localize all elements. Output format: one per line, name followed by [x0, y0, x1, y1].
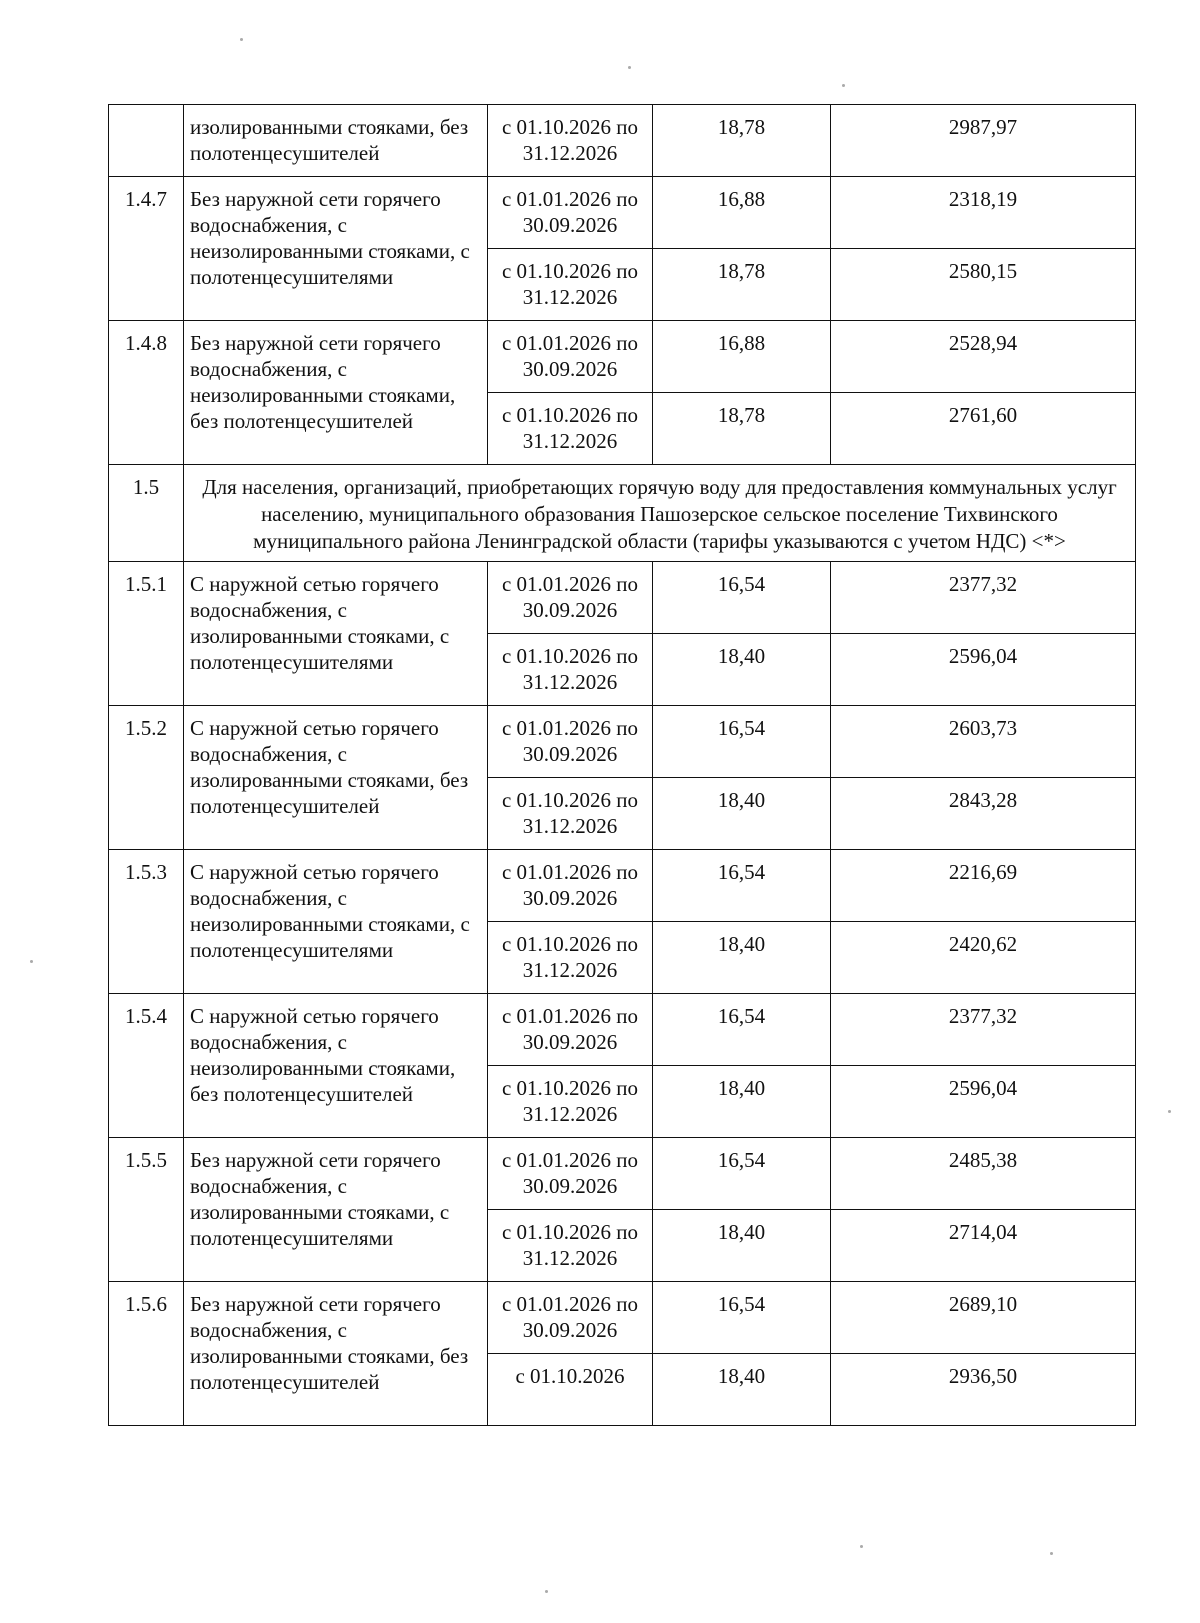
scan-speck: [842, 84, 845, 87]
scan-speck: [1168, 1110, 1171, 1113]
scan-speck: [1050, 1552, 1053, 1555]
tariff-cell: 2596,04: [831, 634, 1136, 706]
period-cell: с 01.10.2026 по 31.12.2026: [488, 1066, 653, 1138]
rate-cell: 18,40: [653, 922, 831, 994]
period-cell: с 01.01.2026 по 30.09.2026: [488, 177, 653, 249]
period-cell: с 01.01.2026 по 30.09.2026: [488, 706, 653, 778]
scan-speck: [30, 960, 33, 963]
period-cell: с 01.10.2026 по 31.12.2026: [488, 634, 653, 706]
period-cell: с 01.10.2026 по 31.12.2026: [488, 105, 653, 177]
tariff-cell: 2485,38: [831, 1138, 1136, 1210]
period-cell: с 01.01.2026 по 30.09.2026: [488, 1282, 653, 1354]
period-cell: с 01.10.2026 по 31.12.2026: [488, 393, 653, 465]
tariff-cell: 2936,50: [831, 1354, 1136, 1426]
section-row: [109, 465, 1136, 562]
period-cell: с 01.01.2026 по 30.09.2026: [488, 1138, 653, 1210]
description-cell: Без наружной сети горячего водоснабжения, с неизолированными стояками, без полотенцесушителей: [184, 321, 488, 465]
rate-cell: 18,40: [653, 1210, 831, 1282]
item-number-cell: 1.5.2: [109, 706, 184, 850]
rate-cell: 16,54: [653, 1282, 831, 1354]
item-number-cell: 1.4.7: [109, 177, 184, 321]
table-row: [109, 562, 1136, 634]
section-title-cell: Для населения, организаций, приобретающих горячую воду для предоставления коммунальных услуг населению, муниципального образования Пашозерское сельское поселение Тихвинского муниципального района Ленинградской области (тарифы указываются с учетом НДС) <*>: [184, 465, 1136, 562]
tariff-cell: 2596,04: [831, 1066, 1136, 1138]
tariff-cell: 2843,28: [831, 778, 1136, 850]
rate-cell: 16,88: [653, 321, 831, 393]
item-number-cell: 1.5.6: [109, 1282, 184, 1426]
item-number-cell: 1.5.1: [109, 562, 184, 706]
rate-cell: 18,40: [653, 778, 831, 850]
section-number-cell: 1.5: [109, 465, 184, 562]
tariff-cell: 2603,73: [831, 706, 1136, 778]
description-cell: изолированными стояками, без полотенцесушителей: [184, 105, 488, 177]
description-cell: С наружной сетью горячего водоснабжения, с изолированными стояками, с полотенцесушителями: [184, 562, 488, 706]
scan-speck: [860, 1545, 863, 1548]
rate-cell: 16,54: [653, 994, 831, 1066]
tariff-cell: 2420,62: [831, 922, 1136, 994]
rate-cell: 18,40: [653, 634, 831, 706]
tariff-cell: 2714,04: [831, 1210, 1136, 1282]
rate-cell: 18,78: [653, 393, 831, 465]
table-row: [109, 1282, 1136, 1354]
rate-cell: 16,88: [653, 177, 831, 249]
tariff-cell: 2580,15: [831, 249, 1136, 321]
scan-speck: [628, 66, 631, 69]
period-cell: с 01.10.2026: [488, 1354, 653, 1426]
tariff-cell: 2377,32: [831, 994, 1136, 1066]
tariff-cell: 2377,32: [831, 562, 1136, 634]
tariff-cell: 2987,97: [831, 105, 1136, 177]
tariff-table: [108, 104, 1136, 1426]
scan-speck: [240, 38, 243, 41]
description-cell: Без наружной сети горячего водоснабжения, с изолированными стояками, без полотенцесушителей: [184, 1282, 488, 1426]
description-cell: С наружной сетью горячего водоснабжения, с неизолированными стояками, без полотенцесушителей: [184, 994, 488, 1138]
scan-speck: [545, 1590, 548, 1593]
period-cell: с 01.10.2026 по 31.12.2026: [488, 778, 653, 850]
table-row: [109, 850, 1136, 922]
tariff-cell: 2761,60: [831, 393, 1136, 465]
description-cell: Без наружной сети горячего водоснабжения, с изолированными стояками, с полотенцесушителями: [184, 1138, 488, 1282]
table-row: [109, 177, 1136, 249]
rate-cell: 18,40: [653, 1066, 831, 1138]
rate-cell: 16,54: [653, 1138, 831, 1210]
tariff-cell: 2528,94: [831, 321, 1136, 393]
item-number-cell: 1.5.5: [109, 1138, 184, 1282]
table-row: [109, 321, 1136, 393]
tariff-cell: 2216,69: [831, 850, 1136, 922]
rate-cell: 16,54: [653, 562, 831, 634]
period-cell: с 01.01.2026 по 30.09.2026: [488, 562, 653, 634]
rate-cell: 18,40: [653, 1354, 831, 1426]
item-number-cell: 1.5.4: [109, 994, 184, 1138]
rate-cell: 18,78: [653, 249, 831, 321]
rate-cell: 16,54: [653, 706, 831, 778]
item-number-cell: 1.4.8: [109, 321, 184, 465]
period-cell: с 01.01.2026 по 30.09.2026: [488, 321, 653, 393]
table-row: [109, 994, 1136, 1066]
period-cell: с 01.10.2026 по 31.12.2026: [488, 922, 653, 994]
period-cell: с 01.01.2026 по 30.09.2026: [488, 850, 653, 922]
rate-cell: 16,54: [653, 850, 831, 922]
period-cell: с 01.01.2026 по 30.09.2026: [488, 994, 653, 1066]
item-number-cell: 1.5.3: [109, 850, 184, 994]
tariff-cell: 2689,10: [831, 1282, 1136, 1354]
description-cell: С наружной сетью горячего водоснабжения, с изолированными стояками, без полотенцесушителей: [184, 706, 488, 850]
table-row: [109, 706, 1136, 778]
period-cell: с 01.10.2026 по 31.12.2026: [488, 249, 653, 321]
period-cell: с 01.10.2026 по 31.12.2026: [488, 1210, 653, 1282]
table-row: [109, 105, 1136, 177]
description-cell: С наружной сетью горячего водоснабжения, с неизолированными стояками, с полотенцесушителями: [184, 850, 488, 994]
description-cell: Без наружной сети горячего водоснабжения, с неизолированными стояками, с полотенцесушителями: [184, 177, 488, 321]
item-number-cell: [109, 105, 184, 177]
tariff-cell: 2318,19: [831, 177, 1136, 249]
table-row: [109, 1138, 1136, 1210]
rate-cell: 18,78: [653, 105, 831, 177]
